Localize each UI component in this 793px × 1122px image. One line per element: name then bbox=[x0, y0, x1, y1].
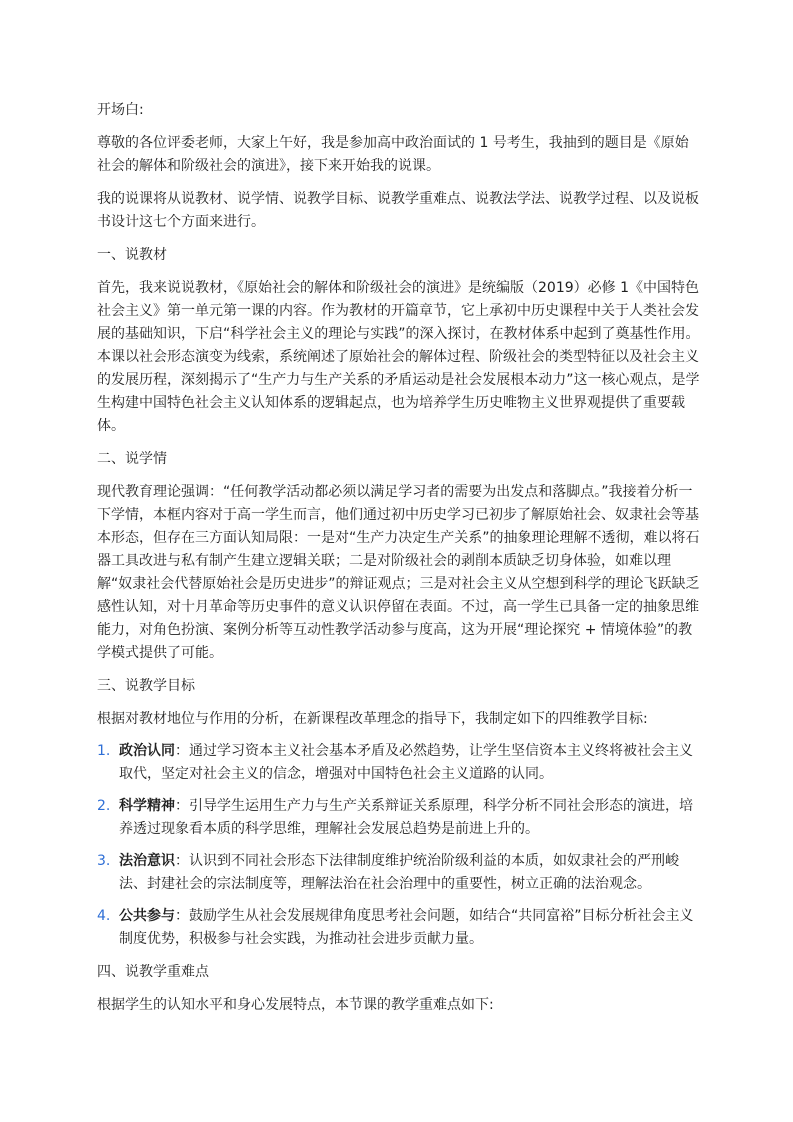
opening-label: 开场白: bbox=[97, 102, 144, 118]
goal-text: ：通过学习资本主义社会基本矛盾及必然趋势，让学生坚信资本主义终将被社会主义取代，坚定对社会主义的信念，增强对中国特色社会主义道路的认同。 bbox=[119, 743, 693, 782]
goal-item bbox=[97, 795, 701, 841]
key-points-intro: 根据学生的认知水平和身心发展特点，本节课的教学重难点如下: bbox=[97, 997, 494, 1013]
opening-paragraph: 尊敬的各位评委老师，大家上午好，我是参加高中政治面试的 1 号考生，我抽到的题目是《原始社会的解体和阶级社会的演进》，接下来开始我的说课。 bbox=[97, 135, 689, 174]
section-heading-students: 二、说学情 bbox=[97, 451, 167, 467]
goal-number: 1. bbox=[97, 743, 111, 759]
goal-text: ：鼓励学生从社会发展规律角度思考社会问题，如结合“共同富裕”目标分析社会主义制度优势，积极参与社会实践，为推动社会进步贡献力量。 bbox=[119, 908, 694, 947]
students-paragraph: 现代教育理论强调：“任何教学活动都必须以满足学习者的需要为出发点和落脚点。”我接着分析一下学情，本框内容对于高一学生而言，他们通过初中历史学习已初步了解原始社会、奴隶社会等基本形态，但存在三方面认知局限：一是对“生产力决定生产关系”的抽象理论理解不透彻，难以将石器工具改进与私有制产生建立逻辑关联；二是对阶级社会的剥削本质缺乏切身体验，如难以理解“奴隶社会代替原始社会是历史进步”的辩证观点；三是对社会主义从空想到科学的理论飞跃缺乏感性认知，对十月革命等历史事件的意义认识停留在表面。不过，高一学生已具备一定的抽象思维能力，对角色扮演、案例分析等互动性教学活动参与度高，这为开展“理论探究 + 情境体验”的教学模式提供了可能。 bbox=[97, 484, 700, 661]
goal-term: 公共参与 bbox=[119, 908, 175, 924]
goal-item bbox=[97, 905, 701, 951]
goal-text: ：认识到不同社会形态下法律制度维护统治阶级利益的本质，如奴隶社会的严刑峻法、封建社会的宗法制度等，理解法治在社会治理中的重要性，树立正确的法治观念。 bbox=[119, 853, 679, 892]
outline-paragraph: 我的说课将从说教材、说学情、说教学目标、说教学重难点、说教法学法、说教学过程、以及说板书设计这七个方面来进行。 bbox=[97, 191, 699, 230]
goal-number: 2. bbox=[97, 798, 111, 814]
goals-intro: 根据对教材地位与作用的分析，在新课程改革理念的指导下，我制定如下的四维教学目标: bbox=[97, 711, 648, 727]
textbook-paragraph: 首先，我来说说教材，《原始社会的解体和阶级社会的演进》是统编版（2019）必修 1《中国特色社会主义》第一单元第一课的内容。作为教材的开篇章节，它上承初中历史课程中关于人类社会发展的基础知识，下启“科学社会主义的理论与实践”的深入探讨，在教材体系中起到了奠基性作用。本课以社会形态演变为线索，系统阐述了原始社会的解体过程、阶级社会的类型特征以及社会主义的发展历程，深刻揭示了“生产力与生产关系的矛盾运动是社会发展根本动力”这一核心观点，是学生构建中国特色社会主义认知体系的逻辑起点，也为培养学生历史唯物主义世界观提供了重要载体。 bbox=[97, 280, 700, 434]
section-heading-key-points: 四、说教学重难点 bbox=[97, 964, 209, 980]
goal-number: 4. bbox=[97, 908, 111, 924]
goal-term: 法治意识 bbox=[119, 853, 175, 869]
section-heading-textbook: 一、说教材 bbox=[97, 247, 167, 263]
goal-term: 科学精神 bbox=[119, 798, 175, 814]
goal-item bbox=[97, 850, 701, 896]
goal-term: 政治认同 bbox=[119, 743, 175, 759]
goal-text: ：引导学生运用生产力与生产关系辩证关系原理，科学分析不同社会形态的演进，培养透过现象看本质的科学思维，理解社会发展总趋势是前进上升的。 bbox=[119, 798, 693, 837]
document-page bbox=[97, 99, 701, 1017]
goal-number: 3. bbox=[97, 853, 111, 869]
goals-list bbox=[97, 740, 701, 951]
section-heading-goals: 三、说教学目标 bbox=[97, 678, 195, 694]
goal-item bbox=[97, 740, 701, 786]
